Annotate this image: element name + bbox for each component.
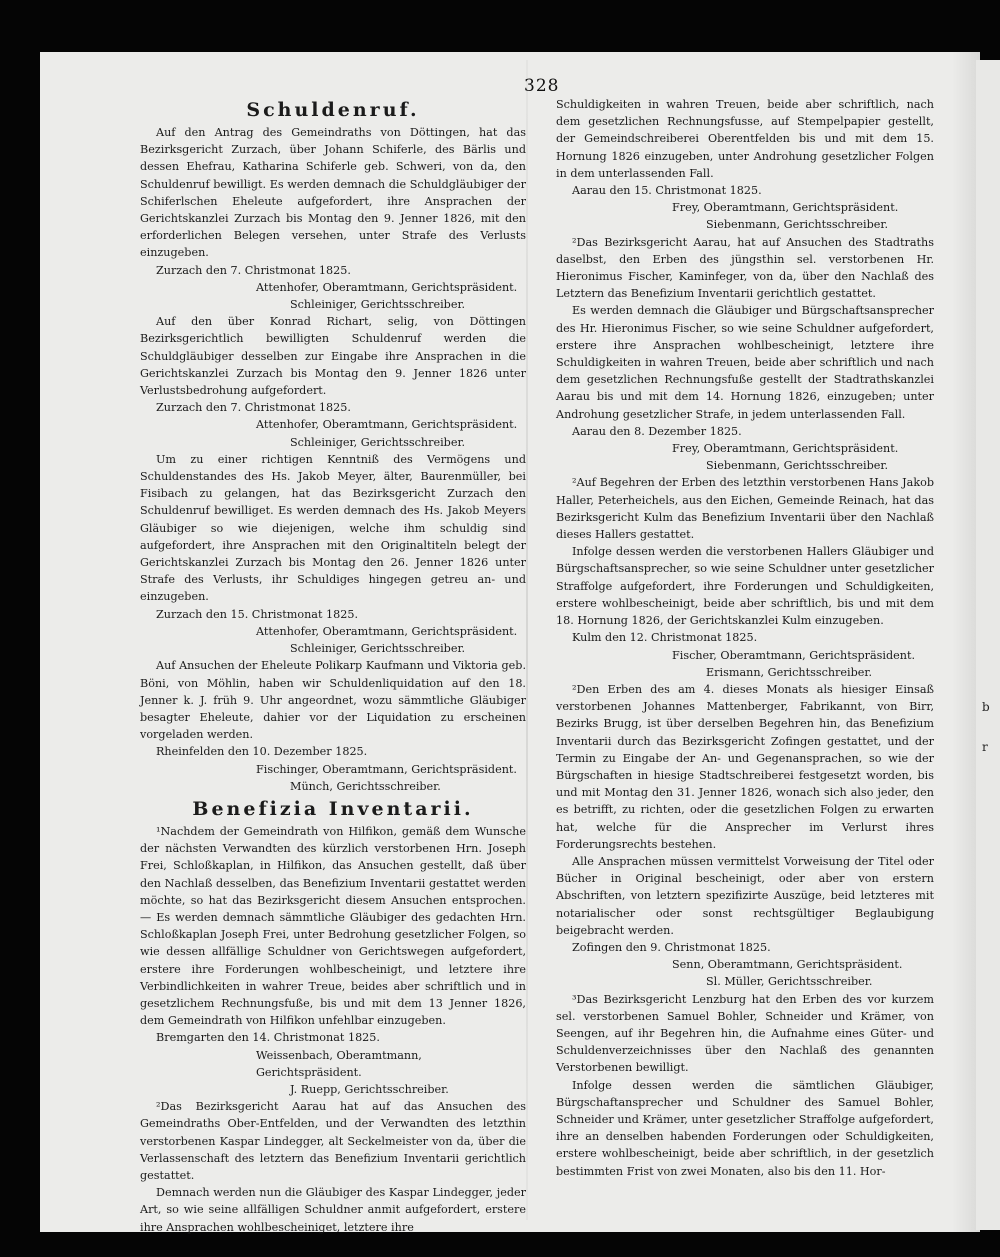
notice-paragraph: Auf Ansuchen der Eheleute Polikarp Kaufmann und Viktoria geb. Böni, von Möhlin, haben wir Schuldenliquidation auf den 18. Jenner k. J. früh 9. Uhr angeordnet, wozu sämmtliche Gläubiger besagter Eheleute, dahier vor der Liquidation zu erscheinen vorgeladen werden. [140,659,526,742]
notice-signature: Attenhofer, Oberamtmann, Gerichtspräsident. [256,280,518,294]
notice-paragraph: Es werden demnach die Gläubiger und Bürgschaftsansprecher des Hr. Hieronimus Fischer, so wie seine Schuldner aufgefordert, erstere ihre Ansprachen wohlbescheinigt, letztere ihre Schuldigkeiten in wahren Treuen, beide aber schriftlich und nach dem gesetzlichen Rechnungsfuße gestellt der Stadtrathskanzlei Aarau bis und mit dem 14. Hornung 1826, einzugeben; unter Androhung gesetzlicher Strafe, in jedem unterlassenden Fall. [556,304,934,421]
notice-signature: Siebenmann, Gerichtsschreiber. [706,218,889,232]
notice-paragraph: ¹Nachdem der Gemeindrath von Hilfikon, gemäß dem Wunsche der nächsten Verwandten des kürzlich verstorbenen Hrn. Joseph Frei, Schloßkaplan, in Hilfikon, das Ansuchen gestellt, daß über den Nachlaß desselben, das Benefizium Inventarii gestattet werden möchte, so hat das Bezirksgericht diesem Ansuchen entsprochen. — Es werden demnach sämmtliche Gläubiger des gedachten Hrn. Schloßkaplan Joseph Frei, unter Bedrohung gesetzlicher Folgen, so wie dessen allfällige Schuldner von Gerichtswegen aufgefordert, erstere ihre Forderungen wohlbescheinigt, und letztere ihre Verbindlichkeiten in wahrer Treue, beides aber schriftlich und in gesetzlichem Rechnungsfuße, bis und mit dem 13 Jenner 1826, dem Gemeindrath von Hilfikon unfehlbar einzugeben. [140,824,526,1028]
notice-place-date: Rheinfelden den 10. Dezember 1825. [156,745,368,759]
left-column [140,96,526,1236]
notice-place-date: Aarau den 8. Dezember 1825. [572,424,742,438]
notice-place-date: Zofingen den 9. Christmonat 1825. [572,940,771,954]
notice-signature: Senn, Oberamtmann, Gerichtspräsident. [672,958,903,972]
notice-place-date: Bremgarten den 14. Christmonat 1825. [156,1031,380,1045]
notice-paragraph: Infolge dessen werden die sämtlichen Gläubiger, Bürgschaftansprecher und Schuldner des Samuel Bohler, Schneider und Krämer, unter gesetzlicher Straffolge aufgefordert, ihre an denselben habenden Forderungen oder Schuldigkeiten, erstere wohlbescheinigt, beide aber schriftlich, in der gesetzlich bestimmten Frist von zwei Monaten, also bis den 11. Hor- [556,1078,934,1178]
notice-signature: Frey, Oberamtmann, Gerichtspräsident. [672,201,899,215]
section-heading-benefizia: Benefizia Inventarii. [192,797,474,820]
page-number: 328 [524,76,560,96]
notice-signature: Münch, Gerichtsschreiber. [290,779,441,793]
notice-signature: Fischinger, Oberamtmann, Gerichtspräsident. [256,762,517,776]
right-column [556,96,934,1180]
notice-place-date: Zurzach den 15. Christmonat 1825. [156,607,359,621]
notice-paragraph: Schuldigkeiten in wahren Treuen, beide aber schriftlich, nach dem gesetzlichen Rechnungsfusse, auf Stempelpapier gestellt, der Gemeindschreiberei Oberentfelden bis und mit dem 15. Hornung 1826 einzugeben, unter Androhung gesetzlicher Folgen in dem unterlassenden Fall. [556,98,934,180]
notice-paragraph: ²Das Bezirksgericht Aarau, hat auf Ansuchen des Stadtraths daselbst, den Erben des jüngsthin sel. verstorbenen Hr. Hieronimus Fischer, Kaminfeger, von da, über den Nachlaß des Letztern das Benefizium Inventarii gerichtlich gestattet. [556,235,934,301]
notice-signature: Siebenmann, Gerichtsschreiber. [706,459,889,473]
notice-place-date: Kulm den 12. Christmonat 1825. [572,631,758,645]
notice-signature: Schleiniger, Gerichtsschreiber. [290,435,466,449]
notice-signature: Sl. Müller, Gerichtsschreiber. [706,975,873,989]
notice-paragraph: ²Den Erben des am 4. dieses Monats als hiesiger Einsaß verstorbenen Johannes Mattenberger, Fabrikannt, von Birr, Bezirks Brugg, ist über derselben Begehren hin, das Benefizium Inventarii durch das Bezirksgericht Zofingen gestattet, und der Termin zu Eingabe der An- und Gegenansprachen, so wie der Bürgschaften in hiesige Stadtschreiberei festgesetzt worden, bis und mit Montag den 31. Jenner 1826, wonach sich also jeder, den es betrifft, zu richten, oder die gesetzlichen Folgen zu erwarten hat, welche für die Ansprecher im Verlurst ihres Forderungsrechts bestehen. [556,682,934,851]
notice-signature: Schleiniger, Gerichtsschreiber. [290,642,466,656]
notice-place-date: Zurzach den 7. Christmonat 1825. [156,263,351,277]
notice-signature: Frey, Oberamtmann, Gerichtspräsident. [672,442,899,456]
adjacent-page-edge [976,60,1000,1230]
notice-signature: Attenhofer, Oberamtmann, Gerichtspräsident. [256,624,518,638]
notice-signature: J. Ruepp, Gerichtsschreiber. [290,1082,449,1096]
notice-paragraph: Demnach werden nun die Gläubiger des Kaspar Lindegger, jeder Art, so wie seine allfälligen Schuldner anmit aufgefordert, erstere ihre Ansprachen wohlbescheiniget, letztere ihre [140,1186,526,1234]
gutter-mark: r [982,740,988,754]
notice-place-date: Aarau den 15. Christmonat 1825. [572,184,762,198]
notice-paragraph: Infolge dessen werden die verstorbenen Hallers Gläubiger und Bürgschaftsansprecher, so wie seine Schuldner unter gesetzlicher Straffolge aufgefordert, ihre Forderungen und Schuldigkeiten, erstere wohlbescheinigt, beide aber schriftlich, bis und mit dem 18. Hornung 1826, der Gerichtskanzlei Kulm einzugeben. [556,545,934,628]
notice-paragraph: ²Das Bezirksgericht Aarau hat auf das Ansuchen des Gemeindraths Ober-Entfelden, und der Verwandten des letzthin verstorbenen Kaspar Lindegger, alt Seckelmeister von da, über die Verlassenschaft des letztern das Benefizium Inventarii gerichtlich gestattet. [140,1100,526,1182]
notice-paragraph: Auf den über Konrad Richart, selig, von Döttingen Bezirksgerichtlich bewilligten Schuldenruf werden die Schuldgläubiger desselben zur Eingabe ihre Ansprachen in die Gerichtskanzlei Zurzach bis Montag den 9. Jenner 1826 unter Verlustsbedrohung aufgefordert. [140,315,526,398]
notice-signature: Weissenbach, Oberamtmann, Gerichtspräsident. [256,1048,422,1079]
notice-signature: Attenhofer, Oberamtmann, Gerichtspräsident. [256,418,518,432]
notice-paragraph: ²Auf Begehren der Erben des letzthin verstorbenen Hans Jakob Haller, Peterheichels, aus den Eichen, Gemeinde Reinach, hat das Bezirksgericht Kulm das Benefizium Inventarii über den Nachlaß dieses Hallers gestattet. [556,476,934,542]
notice-signature: Schleiniger, Gerichtsschreiber. [290,298,466,312]
section-heading-schuldenruf: Schuldenruf. [246,99,420,121]
notice-paragraph: ³Das Bezirksgericht Lenzburg hat den Erben des vor kurzem sel. verstorbenen Samuel Bohler, Schneider und Krämer, von Seengen, auf ihr Begehren hin, die Aufnahme eines Güter- und Schuldenverzeichnisses über den Nachlaß des genannten Verstorbenen bewilligt. [556,992,934,1075]
gutter-mark: b [982,700,990,714]
notice-signature: Fischer, Oberamtmann, Gerichtspräsident. [672,648,916,662]
notice-place-date: Zurzach den 7. Christmonat 1825. [156,401,351,415]
notice-paragraph: Auf den Antrag des Gemeindraths von Döttingen, hat das Bezirksgericht Zurzach, über Johann Schiferle, des Bärlis und dessen Ehefrau, Katharina Schiferle geb. Schweri, von da, den Schuldenruf bewilligt. Es werden demnach die Schuldgläubiger der Schiferlschen Eheleute aufgefordert, ihre Ansprachen der Gerichtskanzlei Zurzach bis Montag den 9. Jenner 1826, mit den erforderlichen Belegen versehen, unter Strafe des Verlusts einzugeben. [140,126,526,260]
page-fold [526,60,528,1220]
notice-paragraph: Um zu einer richtigen Kenntniß des Vermögens und Schuldenstandes des Hs. Jakob Meyer, älter, Baurenmüller, bei Fisibach zu gelangen, hat das Bezirksgericht Zurzach den Schuldenruf bewilliget. Es werden demnach des Hs. Jakob Meyers Gläubiger so wie diejenigen, welche ihm schuldig sind aufgefordert, ihre Ansprachen mit den Originaltiteln belegt der Gerichtskanzlei Zurzach bis Montag den 26. Jenner 1826 unter Strafe des Verlusts, ihr Schuldiges hingegen getreu an- und einzugeben. [140,452,526,604]
notice-paragraph: Alle Ansprachen müssen vermittelst Vorweisung der Titel oder Bücher in Original bescheinigt, oder aber von erstern Abschriften, von letztern spezifizirte Auszüge, beid letzteres mit notarialischer oder sonst rechtsgültiger Beglaubigung beigebracht werden. [556,854,934,937]
notice-signature: Erismann, Gerichtsschreiber. [706,665,873,679]
